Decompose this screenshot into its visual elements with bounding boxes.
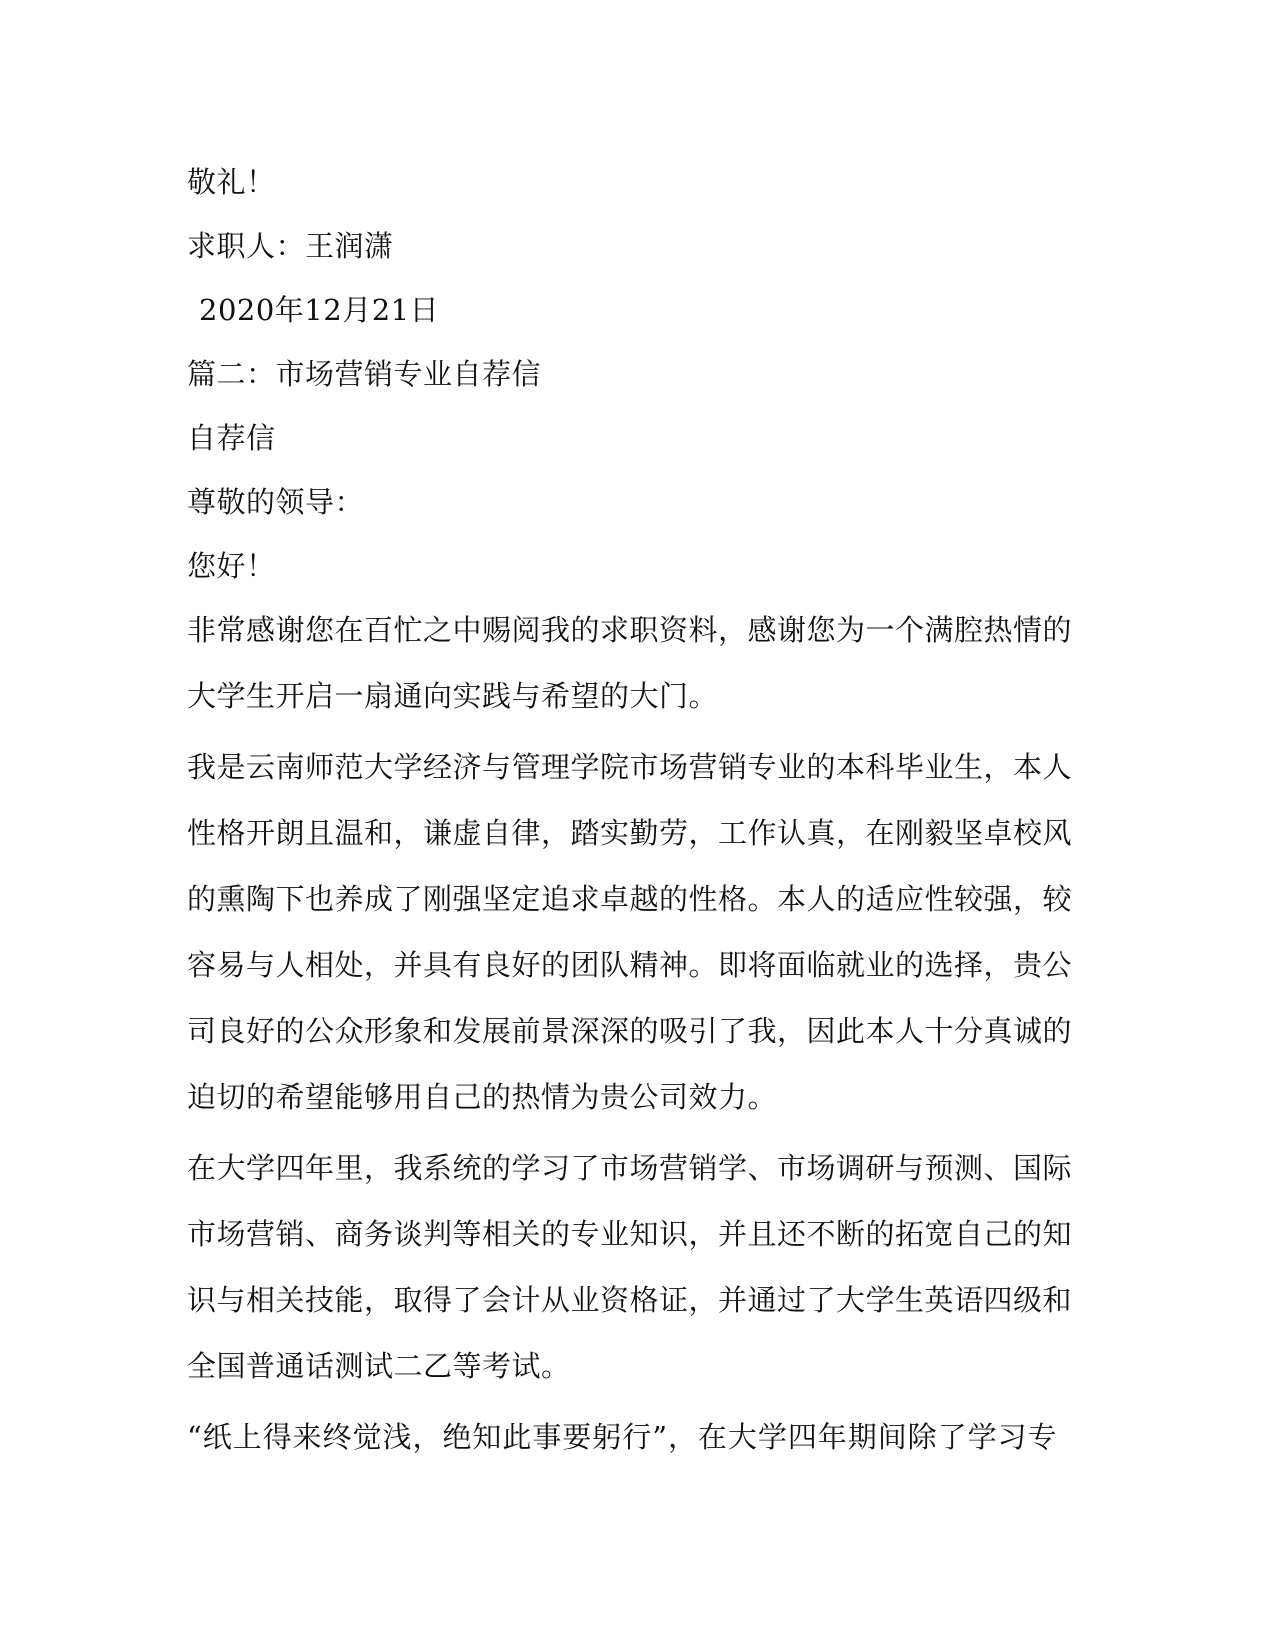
paragraph-line: “纸上得来终觉浅，绝知此事要躬行”，在大学四年期间除了学习专 [187,1420,1057,1454]
paragraph-line: 全国普通话测试二乙等考试。 [187,1349,571,1383]
paragraph-line: 迫切的希望能够用自己的热情为贵公司效力。 [187,1080,778,1114]
letter-title: 自荐信 [187,421,276,455]
salutation: 尊敬的领导： [187,485,365,519]
date-line: 2020年12月21日 [199,293,440,327]
paragraph-line: 司良好的公众形象和发展前景深深的吸引了我，因此本人十分真诚的 [187,1014,1073,1048]
paragraph-line: 容易与人相处，并具有良好的团队精神。即将面临就业的选择，贵公 [187,948,1073,982]
paragraph-line: 的熏陶下也养成了刚强坚定追求卓越的性格。本人的适应性较强，较 [187,882,1073,916]
paragraph-gratitude [187,612,1073,714]
paragraph-introduction [187,749,1073,1115]
paragraph-practice [187,1419,1057,1455]
paragraph-line: 非常感谢您在百忙之中赐阅我的求职资料，感谢您为一个满腔热情的 [187,613,1073,647]
closing-line: 敬礼！ [187,165,276,199]
section-title: 篇二：市场营销专业自荐信 [187,357,542,391]
greeting: 您好！ [187,549,276,583]
paragraph-line: 大学生开启一扇通向实践与希望的大门。 [187,679,719,713]
paragraph-line: 识与相关技能，取得了会计从业资格证，并通过了大学生英语四级和 [187,1283,1073,1317]
paragraph-studies [187,1150,1073,1384]
paragraph-line: 在大学四年里，我系统的学习了市场营销学、市场调研与预测、国际 [187,1151,1073,1185]
paragraph-line: 性格开朗且温和，谦虚自律，踏实勤劳，工作认真，在刚毅坚卓校风 [187,816,1073,850]
signature-line: 求职人：王润潇 [187,229,394,263]
paragraph-line: 我是云南师范大学经济与管理学院市场营销专业的本科毕业生，本人 [187,750,1073,784]
paragraph-line: 市场营销、商务谈判等相关的专业知识，并且还不断的拓宽自己的知 [187,1217,1073,1251]
letter-body [187,164,1073,1455]
